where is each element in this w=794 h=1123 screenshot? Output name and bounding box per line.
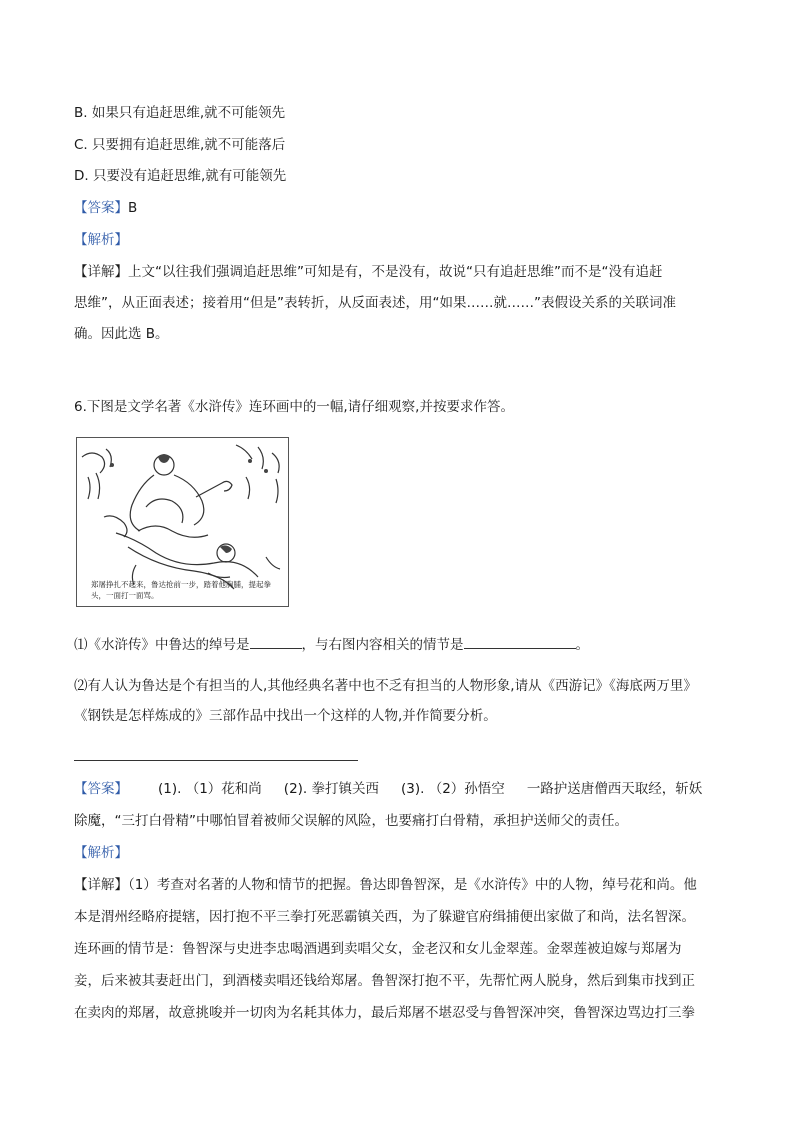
q6-detail-line-1 — [74, 875, 697, 895]
figure-caption: 郑屠挣扎不起来，鲁达抢前一步，踏着他胸脯，提起拳头，一面打一面骂。 — [91, 580, 271, 600]
analysis-label: 【解析】 — [74, 232, 128, 248]
q6-detail-tag: 【详解】 — [74, 877, 128, 893]
q6-detail-line-5: 在卖肉的郑屠，故意挑唆并一切肉为名耗其体力，最后郑屠不堪忍受与鲁智深冲突，鲁智深边骂边打三拳 — [74, 1005, 695, 1021]
answer-tag: 【答案】 — [74, 200, 128, 216]
q6-detail-line-3: 连环画的情节是：鲁智深与史进李忠喝酒遇到卖唱父女，金老汉和女儿金翠莲。金翠莲被迫嫁与郑屠为 — [74, 941, 682, 957]
detail-text-1: 上文“以往我们强调追赶思维”可知是有，不是没有，故说“只有追赶思维”而不是“没有追赶 — [128, 264, 663, 280]
answer-row — [74, 198, 137, 218]
sub-question-2-line-2: 《钢铁是怎样炼成的》三部作品中找出一个这样的人物,并作简要分析。 — [74, 708, 497, 724]
q6-answer-row — [74, 779, 702, 799]
sub1-text-b: ，与右图内容相关的情节是 — [301, 637, 464, 653]
nickname-blank[interactable] — [250, 634, 302, 649]
q6-detail-line-2: 本是渭州经略府提辖，因打抱不平三拳打死恶霸镇关西，为了躲避官府缉捕便出家做了和尚，法名智深。 — [74, 909, 695, 925]
detail-line-1 — [74, 262, 662, 282]
plot-blank[interactable] — [464, 634, 576, 649]
q6-answer-line-2: 除魔，“三打白骨精”中哪怕冒着被师父误解的风险，也要痛打白骨精，承担护送师父的责任。 — [74, 813, 628, 829]
question6-stem: 6.下图是文学名著《水浒传》连环画中的一幅,请仔细观察,并按要求作答。 — [74, 399, 514, 415]
sub1-text-a: ⑴《水浒传》中鲁达的绰号是 — [74, 637, 250, 653]
answer-line[interactable] — [74, 760, 358, 761]
sub1-text-c: 。 — [575, 637, 589, 653]
answer-part-4: 一路护送唐僧西天取经，斩妖 — [526, 781, 703, 797]
option-c: C. 只要拥有追赶思维,就不可能落后 — [74, 137, 286, 153]
analysis-tag — [74, 230, 128, 250]
detail-line-2: 思维”，从正面表述；接着用“但是”表转折，从反面表述，用“如果……就……”表假设关系的关联词准 — [74, 295, 676, 311]
answer-part-3: (3). （2）孙悟空 — [401, 781, 505, 797]
option-b: B. 如果只有追赶思维,就不可能领先 — [74, 105, 286, 121]
sub-question-1 — [74, 634, 589, 655]
q6-analysis-label: 【解析】 — [74, 845, 128, 861]
detail-tag: 【详解】 — [74, 264, 128, 280]
answer-part-1: (1). （1）花和尚 — [158, 781, 262, 797]
answer-value: B — [128, 200, 138, 216]
sub-question-2-line-1: ⑵有人认为鲁达是个有担当的人,其他经典名著中也不乏有担当的人物形象,请从《西游记》《海底两万里》 — [74, 678, 697, 694]
q6-detail-text-1: （1）考查对名著的人物和情节的把握。鲁达即鲁智深，是《水浒传》中的人物，绰号花和尚。他 — [128, 877, 697, 893]
option-d: D. 只要没有追赶思维,就有可能领先 — [74, 168, 287, 184]
detail-line-3: 确。因此选 B。 — [74, 326, 169, 342]
answer-part-2: (2). 拳打镇关西 — [283, 781, 380, 797]
q6-analysis-tag — [74, 843, 128, 863]
q6-detail-line-4: 妾，后来被其妻赶出门，到酒楼卖唱还钱给郑屠。鲁智深打抱不平，先帮忙两人脱身，然后到集市找到正 — [74, 973, 695, 989]
q6-answer-tag: 【答案】 — [74, 781, 128, 797]
